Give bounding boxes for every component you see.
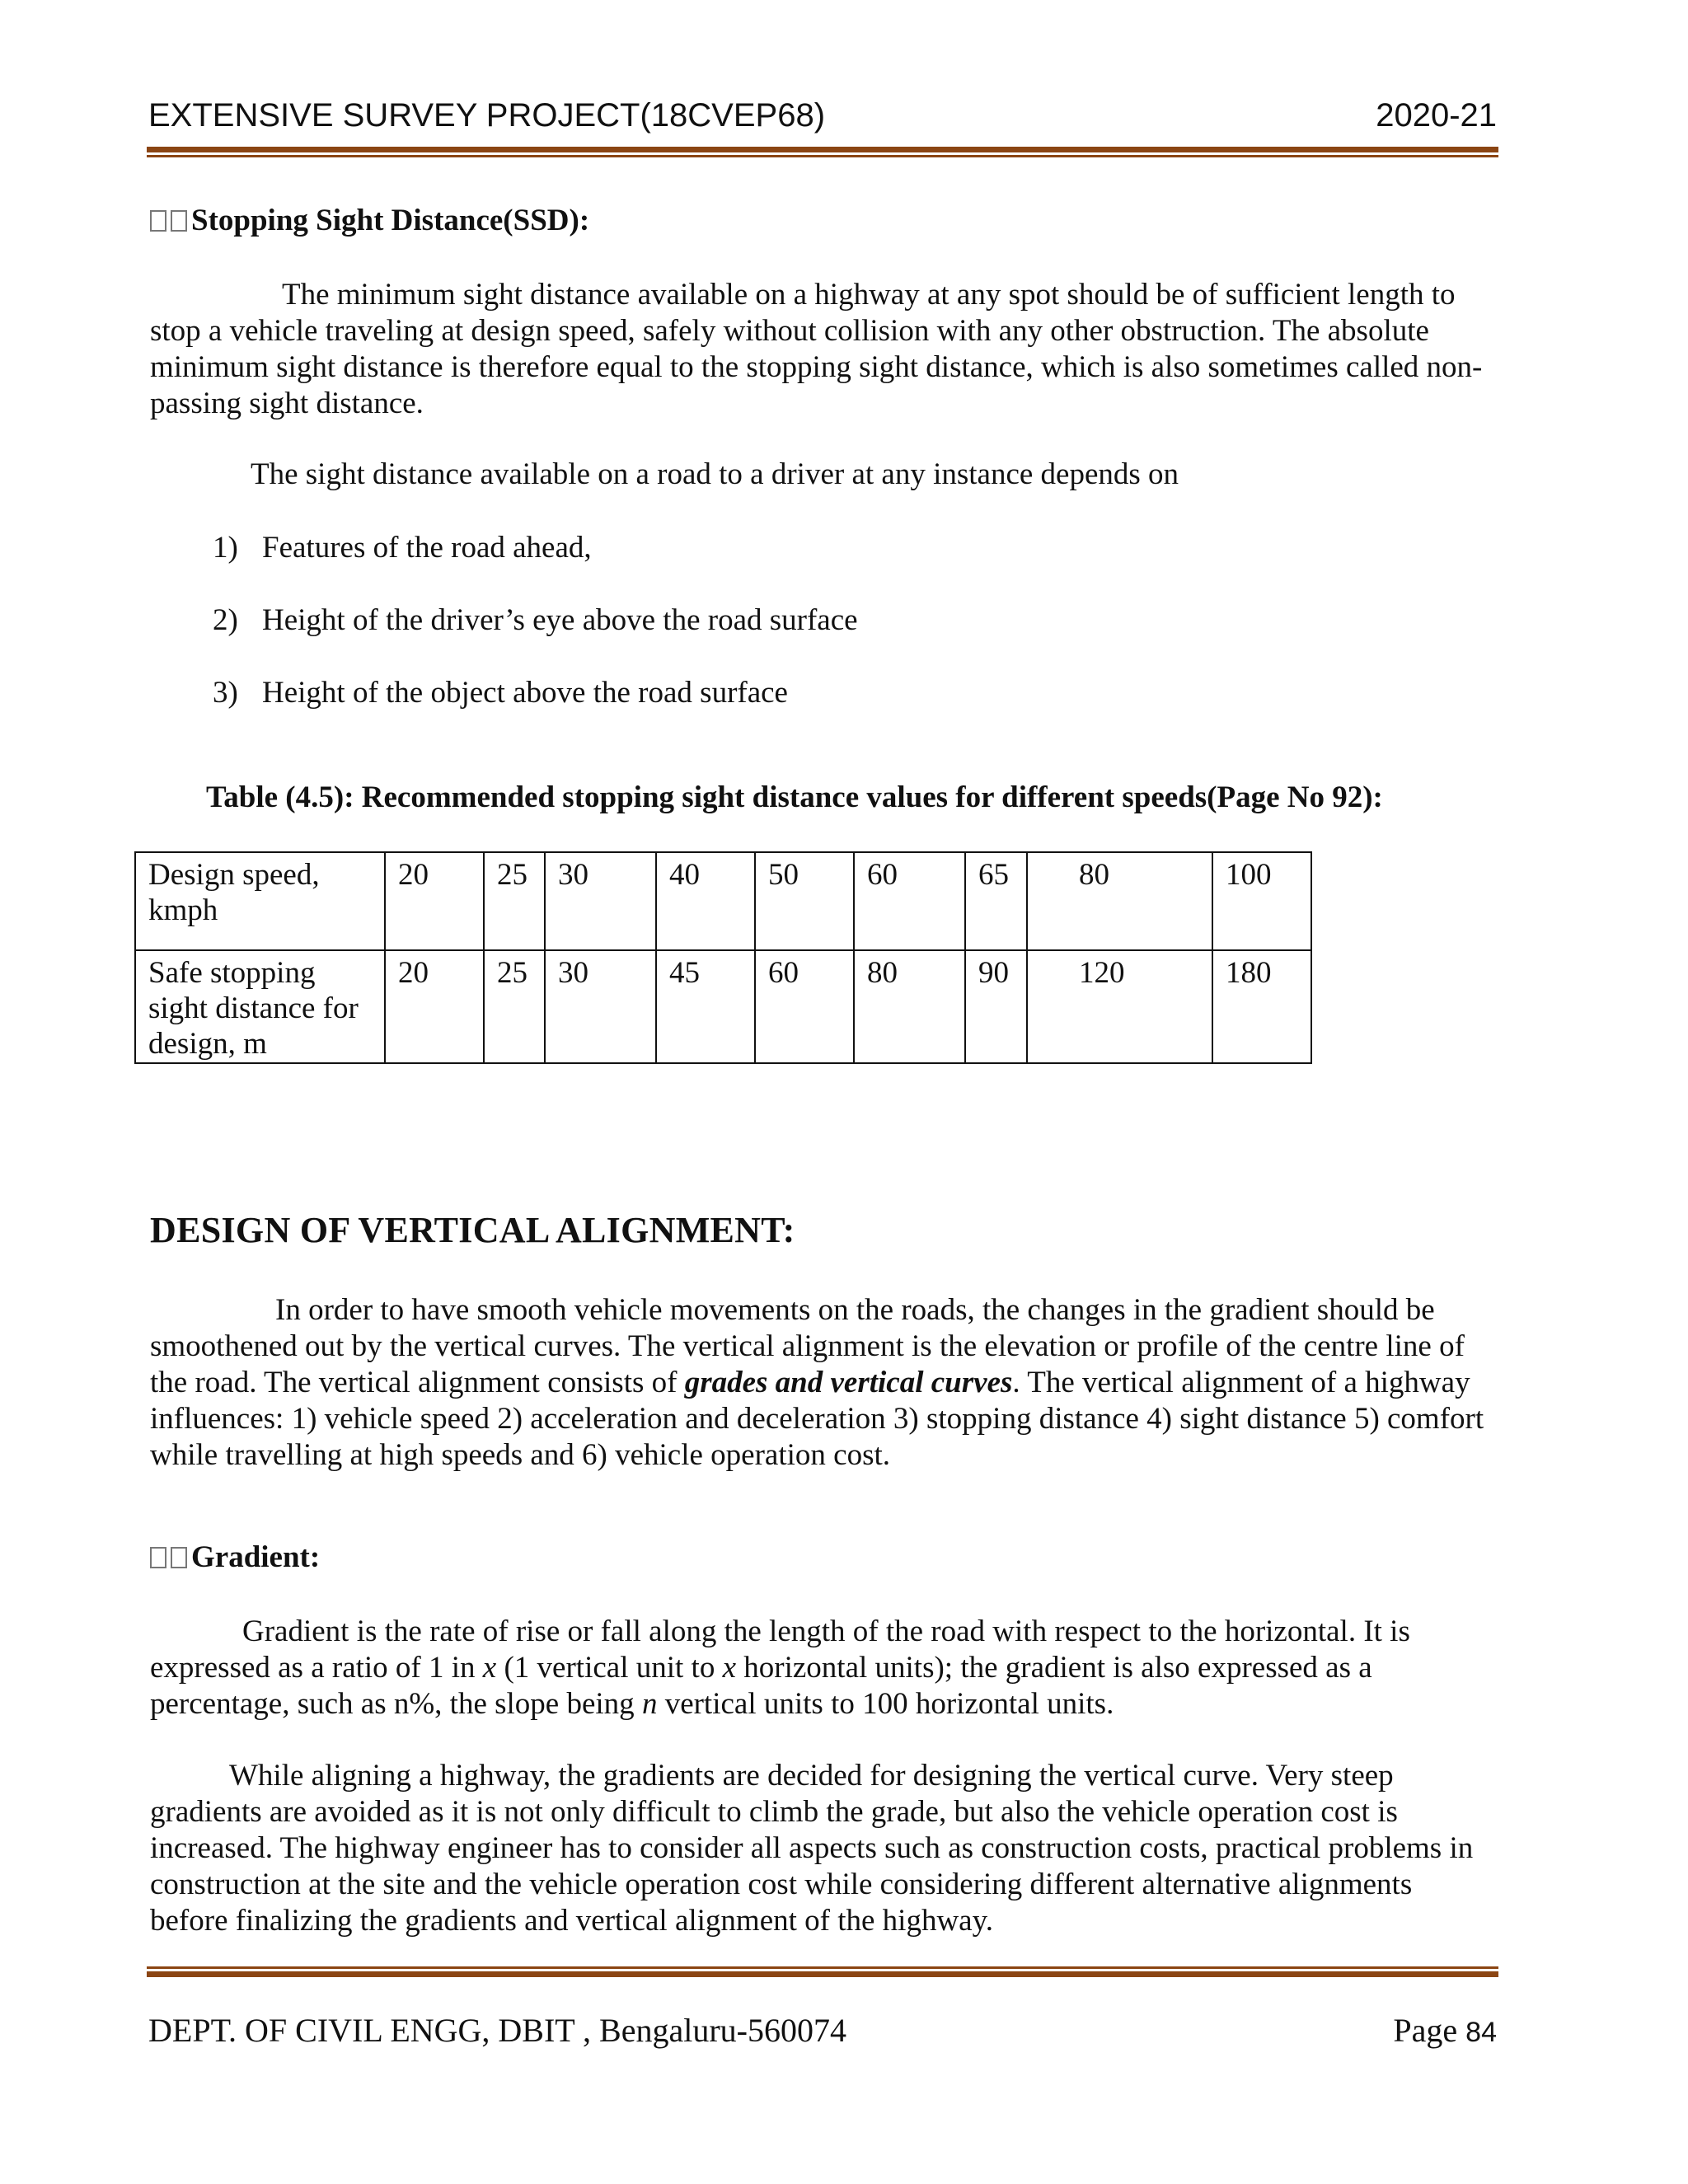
table-row-label: Safe stopping sight distance for design, m [135,950,385,1063]
list-number: 1) [213,531,238,565]
table-row [135,950,1311,1063]
footer-rule [147,1966,1498,1977]
table-cell: 20 [385,950,484,1063]
gradient-paragraph-1 [150,1614,1485,1722]
text-run: . The vertical alignment of a highway influences: 1) vehicle speed 2) acceleration and deceleration 3) stopping distance 4) sight distance 5) comfort while travelling at high speeds and 6) vehicle operation cost. [150,1366,1484,1472]
vertical-alignment-paragraph [150,1292,1485,1474]
list-number: 3) [213,676,238,710]
list-item [213,530,592,566]
table-cell: 30 [545,852,656,950]
table-caption: Table (4.5): Recommended stopping sight distance values for different speeds(Page No 92): [206,780,1383,814]
list-number: 2) [213,603,238,637]
gradient-heading-text: Gradient: [191,1540,321,1574]
missing-glyph-icon [171,1547,187,1568]
ssd-heading-text: Stopping Sight Distance(SSD): [191,204,590,237]
table-cell: 20 [385,852,484,950]
missing-glyph-icon [171,210,187,232]
header-year: 2020-21 [1376,97,1497,134]
table-cell: 90 [965,950,1027,1063]
missing-glyph-icon [150,1547,166,1568]
ssd-paragraph-2: The sight distance available on a road to a driver at any instance depends on [251,457,1179,491]
table-cell: 25 [484,950,545,1063]
header-title: EXTENSIVE SURVEY PROJECT(18CVEP68) [148,97,826,134]
table-cell: 30 [545,950,656,1063]
list-text: Height of the driver’s eye above the road surface [262,603,858,637]
table-cell: 50 [755,852,854,950]
page-number [1393,2011,1497,2050]
table-cell: 100 [1212,852,1311,950]
header-rule [147,147,1498,157]
ssd-table [134,851,1312,1064]
table-cell: 65 [965,852,1027,950]
list-item [213,602,858,639]
table-cell: 120 [1027,950,1212,1063]
text-run: In order to have smooth vehicle movements on the roads, the changes in the gradient should be smoothened out by the vertical curves. The vertical alignment is the elevation or profile of the centre line of the road. The vertical alignment consists of [150,1293,1465,1399]
text-run: Gradient is the rate of rise or fall along the length of the road with respect to the horizontal. It is expressed as a ratio of 1 in [150,1615,1410,1685]
italic-var: x [722,1651,737,1685]
table-cell: 180 [1212,950,1311,1063]
text-run: vertical units to 100 horizontal units. [664,1687,1114,1721]
page-number-value: 84 [1465,2017,1497,2048]
page-footer [148,2011,1497,2050]
ssd-paragraph-1: The minimum sight distance available on a highway at any spot should be of sufficient length to stop a vehicle traveling at design speed, safely without collision with any other obstruction. The absolute minimum sight distance is therefore equal to the stopping sight distance, which is also sometimes called non-passing sight distance. [150,278,1483,420]
table-cell: 80 [854,950,965,1063]
emphasis-text: grades and vertical curves [684,1366,1013,1399]
table-cell: 60 [854,852,965,950]
list-text: Height of the object above the road surface [262,676,788,710]
italic-var: x [482,1651,497,1685]
gradient-paragraph-2: While aligning a highway, the gradients are decided for designing the vertical curve. Very steep gradients are avoided as it is not only difficult to climb the grade, but also the vehicle operation cost is increased. The highway engineer has to consider all aspects such as construction costs, practical problems in construction at the site and the vehicle operation cost while considering different alternative alignments before finalizing the gradients and vertical alignment of the highway. [150,1759,1474,1938]
ssd-heading [150,203,589,238]
table-row-label: Design speed, kmph [135,852,385,950]
missing-glyph-icon [150,210,166,232]
table-row [135,852,1311,950]
footer-department: DEPT. OF CIVIL ENGG, DBIT , Bengaluru-560074 [148,2012,846,2049]
page-label: Page [1393,2012,1458,2049]
text-run: horizontal units); the gradient is also expressed as a percentage, such as n%, the slope being [150,1651,1372,1721]
list-text: Features of the road ahead, [262,531,592,565]
table-cell: 40 [656,852,755,950]
list-item [213,675,788,711]
italic-var: n [641,1687,658,1721]
table-cell: 80 [1027,852,1212,950]
section-title: DESIGN OF VERTICAL ALIGNMENT: [150,1210,795,1250]
table-cell: 25 [484,852,545,950]
gradient-heading [150,1540,320,1575]
table-cell: 60 [755,950,854,1063]
text-run: (1 vertical unit to [504,1651,715,1685]
page-header [148,97,1497,134]
table-cell: 45 [656,950,755,1063]
